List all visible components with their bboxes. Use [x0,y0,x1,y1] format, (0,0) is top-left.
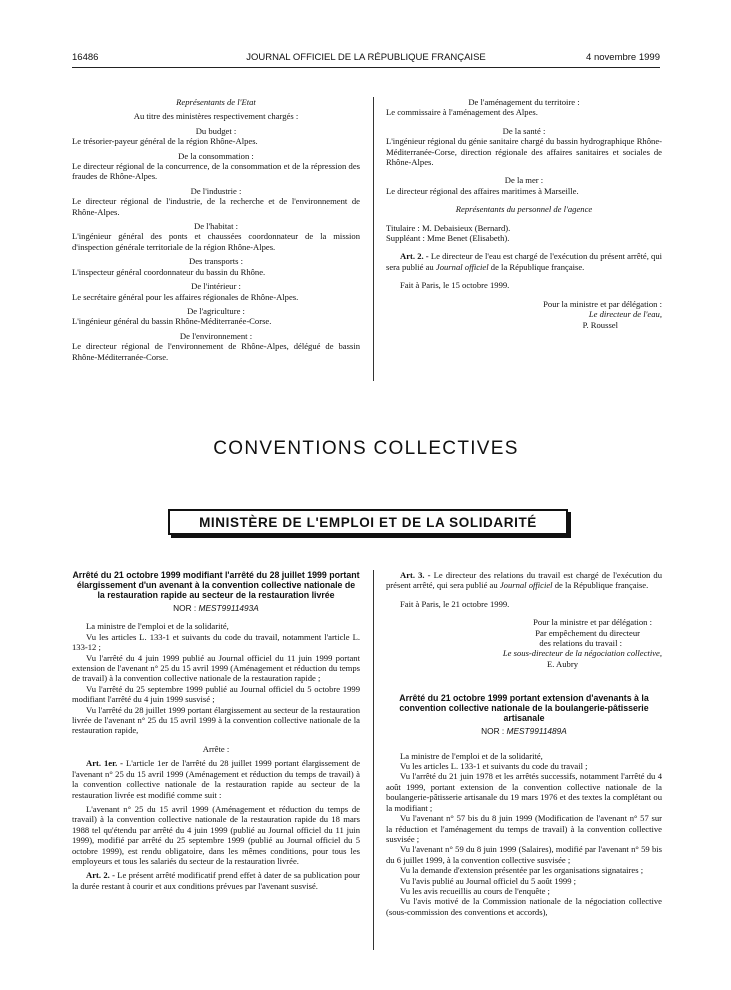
ministry-label: De l'environnement : [179,330,253,341]
article-2-label: Art. 2. - [86,870,115,881]
ministry-label: De l'industrie : [190,185,242,196]
visas-list [72,621,360,735]
continued-representatives-column [386,97,662,330]
signatory-name: P. Roussel [582,319,618,330]
article-1-quote: L'avenant n° 25 du 15 avril 1999 (Aménagement et réduction du temps de travail) à la convention collective nationale de la restauration rapide du 18 mars 1988 tel qu'étendu par arrêté du 4 juin 1999 (publié au Journal officiel du 11 juin 1999), modifié par arrêté du 25 septembre 1999 (publié au Journal officiel du 5 octobre 1999), est rendu obligatoire, dans les mêmes conditions, pour tous les employeurs et tous les salariés du secteur de la restauration livrée. [72,803,360,866]
signature-place-date: Fait à Paris, le 15 octobre 1999. [400,280,510,291]
ministry-label: De la santé : [502,125,546,136]
column-divider-top [373,97,374,381]
representative-text: L'inspecteur général coordonnateur du bassin du Rhône. [72,266,266,277]
representative-text: Le directeur régional de l'environnement de Rhône-Alpes, délégué de bassin Rhône-Méditerranée-Corse. [72,341,360,362]
arrete-restauration-column [72,570,360,891]
state-representatives-heading: Représentants de l'Etat [176,97,256,107]
representative-text: Le secrétaire général pour les affaires régionales de Rhône-Alpes. [72,291,299,302]
visa-paragraph: Vu l'avenant n° 57 bis du 8 juin 1999 (Modification de l'avenant n° 57 sur la réduction et l'aménagement du temps de travail) à la convention collective susvisée ; [386,813,662,844]
signature-line: Le directeur de l'eau, [588,309,662,320]
section-title: CONVENTIONS COLLECTIVES [213,438,519,459]
arrete-boulangerie-column [386,570,662,917]
nor-reference [386,726,662,736]
visa-paragraph: Vu l'avenant n° 59 du 8 juin 1999 (Salaires), modifié par l'avenant n° 59 bis du 6 juillet 1999, à la convention collective susvisée ; [386,844,662,865]
article-2-label: Art. 2. - [400,251,429,262]
representative-text: Le directeur régional des affaires maritimes à Marseille. [386,185,579,196]
visa-paragraph: Vu la demande d'extension présentée par les organisations signataires ; [400,865,644,876]
article-3-text: Le directeur des relations du travail est chargé de l'exécution du présent arrêté, qui sera publié au [386,570,662,591]
nor-code: MEST9911493A [198,603,259,613]
ministry-label: De l'intérieur : [191,281,241,292]
ministries-intro: Au titre des ministères respectivement chargés : [133,111,299,122]
state-representatives-column [72,97,360,362]
article-2-text-end: de la République française. [490,261,585,272]
arrete-title: Arrêté du 21 octobre 1999 portant extension d'avenants à la convention collective nationale de la boulangerie-pâtisserie artisanale [399,693,649,724]
journal-officiel-ref: Journal officiel [499,580,553,591]
visa-paragraph: Vu les articles L. 133-1 et suivants du code du travail ; [400,761,588,772]
visa-paragraph: Vu l'arrêté du 4 juin 1999 publié au Journal officiel du 11 juin 1999 portant extension de l'avenant n° 25 du 15 avril 1999 (Aménagement et réduction du temps de travail) à la convention collective nationale de la restauration rapide ; [72,652,360,684]
personnel-heading: Représentants du personnel de l'agence [455,204,593,215]
ministry-label: De la mer : [504,175,544,186]
titulaire-line: Titulaire : M. Debaisieux (Bernard). [386,222,511,233]
ministry-label: De l'aménagement du territoire : [468,97,580,107]
representative-text: L'ingénieur régional du génie sanitaire chargé du bassin hydrographique Rhône-Méditerranée-Corse, direction régionale des affaires sanitaires et sociales de Rhône-Alpes. [386,136,662,168]
arrete-word: Arrête : [202,743,230,754]
article-1-label: Art. 1er. - [86,758,124,769]
ministry-banner: MINISTÈRE DE L'EMPLOI ET DE LA SOLIDARITÉ [168,509,568,535]
signature-block [386,299,662,330]
article-1-text: L'article 1er de l'arrêté du 28 juillet 1999 portant élargissement de l'avenant n° 25 du 15 avril 1999 (Aménagement et réduction du temps de travail) à la convention collective nationale de la restauration rapide au secteur de la restauration livrée est modifié comme suit : [72,758,361,800]
ministry-label: De l'habitat : [193,221,239,232]
signature-line: Le sous-directeur de la négociation collective, [502,648,662,659]
article-1-paragraph [72,758,360,800]
arrete-title: Arrêté du 21 octobre 1999 modifiant l'arrêté du 28 juillet 1999 portant élargissement d'un avenant à la convention collective nationale de la restauration rapide au secteur de la restauration livrée [72,570,360,600]
signature-line: Par empêchement du directeur [535,627,640,638]
ministry-list [72,126,360,362]
visa-paragraph: Vu l'arrêté du 21 juin 1978 et les arrêtés successifs, notamment l'arrêté du 4 août 1999, portant extension de la convention collective nationale de la boulangerie-pâtisserie artisanale du 19 mars 1976 et des textes la complétant ou la modifiant ; [386,771,662,813]
signature-line: Pour la ministre et par délégation : [533,617,652,628]
article-3-paragraph [386,570,662,591]
visa-paragraph: Vu l'avis publié au Journal officiel du 5 août 1999 ; [400,875,577,886]
representative-text: Le commissaire à l'aménagement des Alpes. [386,107,538,118]
ministry-label: Du budget : [195,125,237,136]
representative-text: Le trésorier-payeur général de la région Rhône-Alpes. [72,136,258,147]
nor-label: NOR : [173,603,197,613]
visa-paragraph: Vu l'avis motivé de la Commission nationale de la négociation collective (sous-commission des conventions et accords), [386,896,662,917]
column-divider-bottom [373,570,374,950]
article-3-label: Art. 3. - [400,570,431,580]
suppleant-line: Suppléant : Mme Benet (Elisabeth). [386,233,510,244]
ministry-list-continued [386,97,662,196]
representative-text: Le directeur régional de la concurrence, de la consommation et de la répression des fraudes de Rhône-Alpes. [72,161,360,182]
nor-label: NOR : [481,726,505,737]
visa-paragraph: La ministre de l'emploi et de la solidarité, [86,621,229,632]
page-header [72,52,660,64]
signature-line: des relations du travail : [539,638,622,649]
visas-list [386,751,662,918]
article-2-paragraph [72,870,360,891]
visa-paragraph: Vu l'arrêté du 25 septembre 1999 publié au Journal officiel du 5 octobre 1999 modifiant l'arrêté du 4 juin 1999 susvisé ; [72,683,360,705]
signatory-name: E. Aubry [546,658,578,669]
page-number: 16486 [72,52,99,63]
nor-code: MEST9911489A [506,726,567,737]
representative-text: Le directeur régional de l'industrie, de la recherche et de l'environnement de Rhône-Alpes. [72,196,360,217]
article-2-text: Le présent arrêté modificatif prend effet à dater de sa publication pour la durée restant à courir et aux conditions prévues par l'avenant susvisé. [72,870,361,891]
signature-place-date: Fait à Paris, le 21 octobre 1999. [400,598,510,609]
signature-block [386,617,662,669]
article-2-paragraph [386,251,662,272]
article-2-text: Le directeur de l'eau est chargé de l'exécution du présent arrêté, qui sera publié au [386,251,663,272]
article-3-text-end: de la République française. [554,580,649,591]
header-rule [72,67,660,68]
nor-reference [72,603,360,613]
representative-text: L'ingénieur général du bassin Rhône-Méditerranée-Corse. [72,316,272,327]
ministry-label: De l'agriculture : [187,305,245,316]
ministry-label: Des transports : [189,256,243,267]
visa-paragraph: Vu les articles L. 133-1 et suivants du code du travail, notamment l'article L. 133-12 ; [72,631,360,653]
visa-paragraph: La ministre de l'emploi et de la solidarité, [400,750,543,761]
issue-date: 4 novembre 1999 [586,52,660,63]
visa-paragraph: Vu l'arrêté du 28 juillet 1999 portant élargissement au secteur de la restauration livrée de l'avenant n° 25 du 15 avril 1999 à la convention collective nationale de la restauration rapide, [72,704,360,736]
visa-paragraph: Vu les avis recueillis au cours de l'enquête ; [400,885,550,896]
ministry-label: De la consommation : [178,150,254,161]
journal-officiel-ref: Journal officiel [435,261,489,272]
representative-text: L'ingénieur général des ponts et chaussées coordonnateur de la mission d'inspection générale territoriale de la région Rhône-Alpes. [72,231,360,252]
signature-line: Pour la ministre et par délégation : [543,298,662,309]
journal-title: JOURNAL OFFICIEL DE LA RÉPUBLIQUE FRANÇAISE [246,52,486,63]
